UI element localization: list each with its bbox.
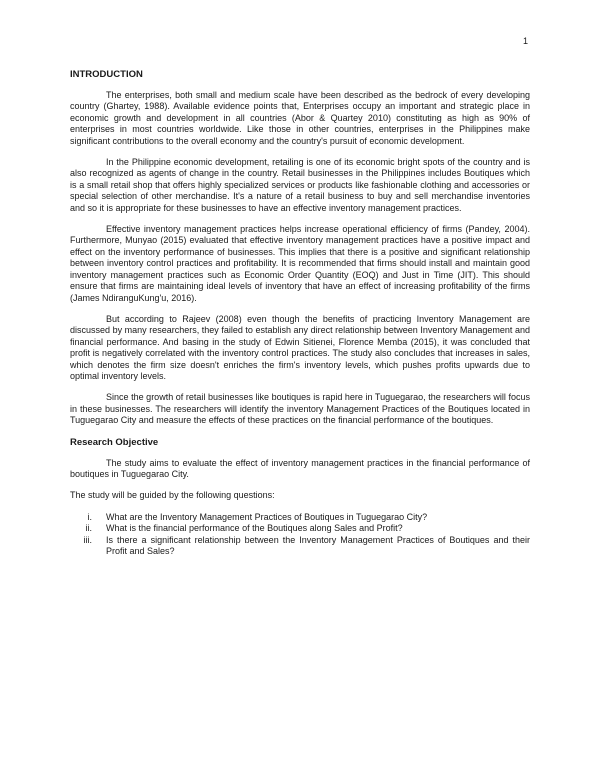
research-objective-guide: The study will be guided by the following questions:: [70, 490, 275, 501]
research-objective-aim: The study aims to evaluate the effect of inventory management practices in the financial performance of boutiques in Tuguegarao City.: [70, 457, 530, 479]
question-number: i.: [87, 511, 92, 522]
question-text: What are the Inventory Management Practices of Boutiques in Tuguegarao City?: [106, 511, 428, 522]
research-questions-list: [70, 512, 530, 558]
question-number: iii.: [83, 534, 92, 545]
intro-paragraph-4: But according to Rajeev (2008) even though the benefits of practicing Inventory Management are discussed by many researchers, they failed to establish any direct relationship between Inventory Management and financial performance. And basing in the study of Edwin Sitienei, Florence Memba (2015), it was concluded that profit is negatively correlated with the inventory control practices. The study also concludes that increases in sales, which denotes the firm size doesn't enriches the firm's inventory levels, which pushes profits upwards due to optimal inventory levels.: [70, 313, 530, 381]
research-question: [70, 512, 530, 523]
intro-paragraph-2: In the Philippine economic development, retailing is one of its economic bright spots of the country and is also recognized as agents of change in the country. Retail businesses in the Philippines includes Boutiques which is a small retail shop that offers highly specialized services or products like fashionable clothing and accessories or special selection of other merchandise. It's a nature of a retail business to buy and sell merchandise inventories and so it is appropriate for these businesses to have an effective inventory management practices.: [70, 157, 530, 213]
introduction-heading: INTRODUCTION: [70, 69, 143, 80]
page-number: 1: [523, 36, 529, 46]
intro-paragraph-1: The enterprises, both small and medium scale have been described as the bedrock of every developing country (Ghartey, 1988). Available evidence points that, Enterprises occupy an important and strategic place in economic growth and development in all countries (Abor & Quartey 2010) constituting as high as 90% of enterprises in most countries worldwide. Like those in other countries, enterprises in the Philippines make significant contributions to the overall economy and the country's pursuit of economic development.: [70, 90, 530, 146]
research-question: [70, 523, 530, 534]
research-question: [70, 535, 530, 558]
intro-paragraph-3: Effective inventory management practices helps increase operational efficiency of firms (Pandey, 2004). Furthermore, Munyao (2015) evaluated that effective inventory management practices have a positive impact and effect on the inventory performance of businesses. This implies that there is a positive and significant relationship between inventory control practices and profitability. It is recommended that firms should install and maintain good inventory management practices such as Economic Order Quantity (EOQ) and Just in Time (JIT). This should ensure that firms are maintaining ideal levels of inventory that have an effect of increasing profitability of the firms (James NdiranguKung'u, 2016).: [70, 224, 530, 303]
question-text: What is the financial performance of the Boutiques along Sales and Profit?: [106, 523, 403, 534]
question-text: Is there a significant relationship between the Inventory Management Practices of Boutiques and their Profit and Sales?: [106, 534, 530, 556]
intro-paragraph-5: Since the growth of retail businesses like boutiques is rapid here in Tuguegarao, the researchers will focus in these businesses. The researchers will identify the inventory Management Practices of the Boutiques located in Tuguegarao City and measure the effects of these practices on the financial performance of the boutiques.: [70, 392, 530, 426]
document-body: [70, 69, 530, 557]
research-objective-heading: Research Objective: [70, 436, 159, 448]
question-number: ii.: [85, 523, 92, 534]
